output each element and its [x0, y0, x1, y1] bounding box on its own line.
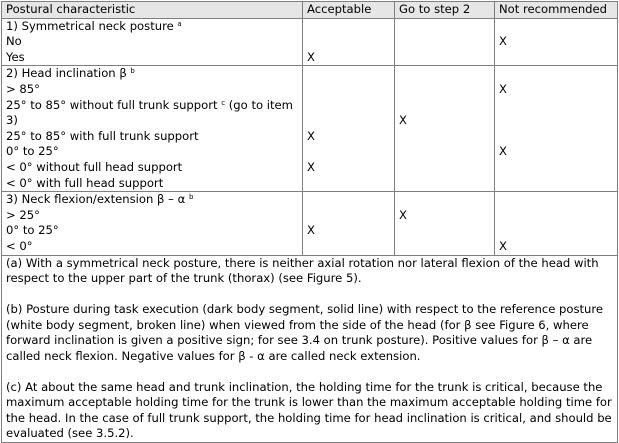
option-label: 25° to 85° without full trunk support $^c$ (go to item	[6, 97, 293, 112]
mark	[399, 239, 490, 255]
mark	[499, 50, 613, 66]
mark	[399, 223, 490, 239]
option-label: > 85°	[6, 81, 40, 96]
section-symmetrical-neck	[2, 18, 618, 66]
mark	[307, 82, 390, 98]
mark	[399, 160, 490, 176]
mark: X	[307, 159, 315, 174]
option-label: Yes	[6, 49, 25, 64]
go-cell	[395, 192, 495, 255]
header-postural-characteristic: Postural characteristic	[2, 2, 303, 19]
mark	[499, 223, 613, 239]
mark	[499, 160, 613, 176]
option-label: 25° to 85° with full trunk support	[6, 128, 199, 143]
mark: X	[307, 223, 315, 238]
header-row	[2, 2, 618, 19]
mark	[499, 98, 613, 114]
characteristic-cell	[2, 192, 303, 255]
footnotes-row	[2, 255, 618, 443]
header-acceptable: Acceptable	[303, 2, 395, 19]
go-cell	[395, 66, 495, 192]
acceptable-cell	[303, 192, 395, 255]
mark	[399, 98, 490, 114]
mark	[499, 176, 613, 192]
not-recommended-cell	[495, 18, 618, 66]
mark	[399, 176, 490, 192]
acceptable-cell	[303, 66, 395, 192]
section-neck-flexion	[2, 192, 618, 255]
mark	[307, 144, 390, 160]
mark	[399, 82, 490, 98]
option-label: < 0°	[6, 238, 33, 253]
mark	[307, 34, 390, 50]
mark	[307, 208, 390, 224]
option-label: No	[6, 34, 22, 49]
not-recommended-cell	[495, 192, 618, 255]
footnote-c: (c) At about the same head and trunk inclination, the holding time for the trunk is critical, because the maximum acceptable holding time for the trunk is lower than the maximum acceptable holding time for the head. In the case of full trunk support, the holding time for head inclination is critical, and should be evaluated (see 3.5.2).	[6, 379, 612, 441]
section-title: 2) Head inclination β $^b$	[6, 66, 135, 81]
mark	[499, 113, 613, 129]
option-label: 3)	[6, 113, 18, 128]
mark: X	[307, 49, 315, 64]
mark	[399, 50, 490, 66]
section-title: 3) Neck flexion/extension β – α $^b$	[6, 192, 194, 207]
mark: X	[499, 238, 507, 253]
go-cell	[395, 18, 495, 66]
posture-table	[1, 1, 618, 443]
mark	[307, 98, 390, 114]
footnote-b: (b) Posture during task execution (dark body segment, solid line) with respect to the reference posture (white body segment, broken line) when viewed from the side of the head (for β see Figure 6, where forward inclination is given a positive sign; for see 3.4 on trunk posture). Positive values for β – α are called neck flexion. Negative values for β - α are called neck extension.	[6, 301, 604, 363]
mark	[399, 144, 490, 160]
option-label: 0° to 25°	[6, 144, 59, 159]
mark	[399, 129, 490, 145]
mark	[499, 208, 613, 224]
mark: X	[499, 144, 507, 159]
footnotes-cell	[2, 255, 618, 443]
mark: X	[307, 128, 315, 143]
section-title: 1) Symmetrical neck posture $^a$	[6, 18, 182, 33]
header-go-to-step-2: Go to step 2	[395, 2, 495, 19]
mark	[307, 113, 390, 129]
mark	[499, 129, 613, 145]
mark: X	[499, 81, 507, 96]
option-label: < 0° without full head support	[6, 159, 183, 174]
mark	[399, 34, 490, 50]
option-label: < 0° with full head support	[6, 175, 164, 190]
characteristic-cell	[2, 66, 303, 192]
acceptable-cell	[303, 18, 395, 66]
characteristic-cell	[2, 18, 303, 66]
section-head-inclination	[2, 66, 618, 192]
mark: X	[499, 34, 507, 49]
option-label: > 25°	[6, 207, 40, 222]
not-recommended-cell	[495, 66, 618, 192]
mark: X	[399, 207, 407, 222]
option-label: 0° to 25°	[6, 223, 59, 238]
mark	[307, 239, 390, 255]
mark	[307, 176, 390, 192]
footnote-a: (a) With a symmetrical neck posture, there is neither axial rotation nor lateral flexion of the head with respect to the upper part of the trunk (thorax) (see Figure 5).	[6, 255, 599, 286]
mark: X	[399, 113, 407, 128]
header-not-recommended: Not recommended	[495, 2, 618, 19]
